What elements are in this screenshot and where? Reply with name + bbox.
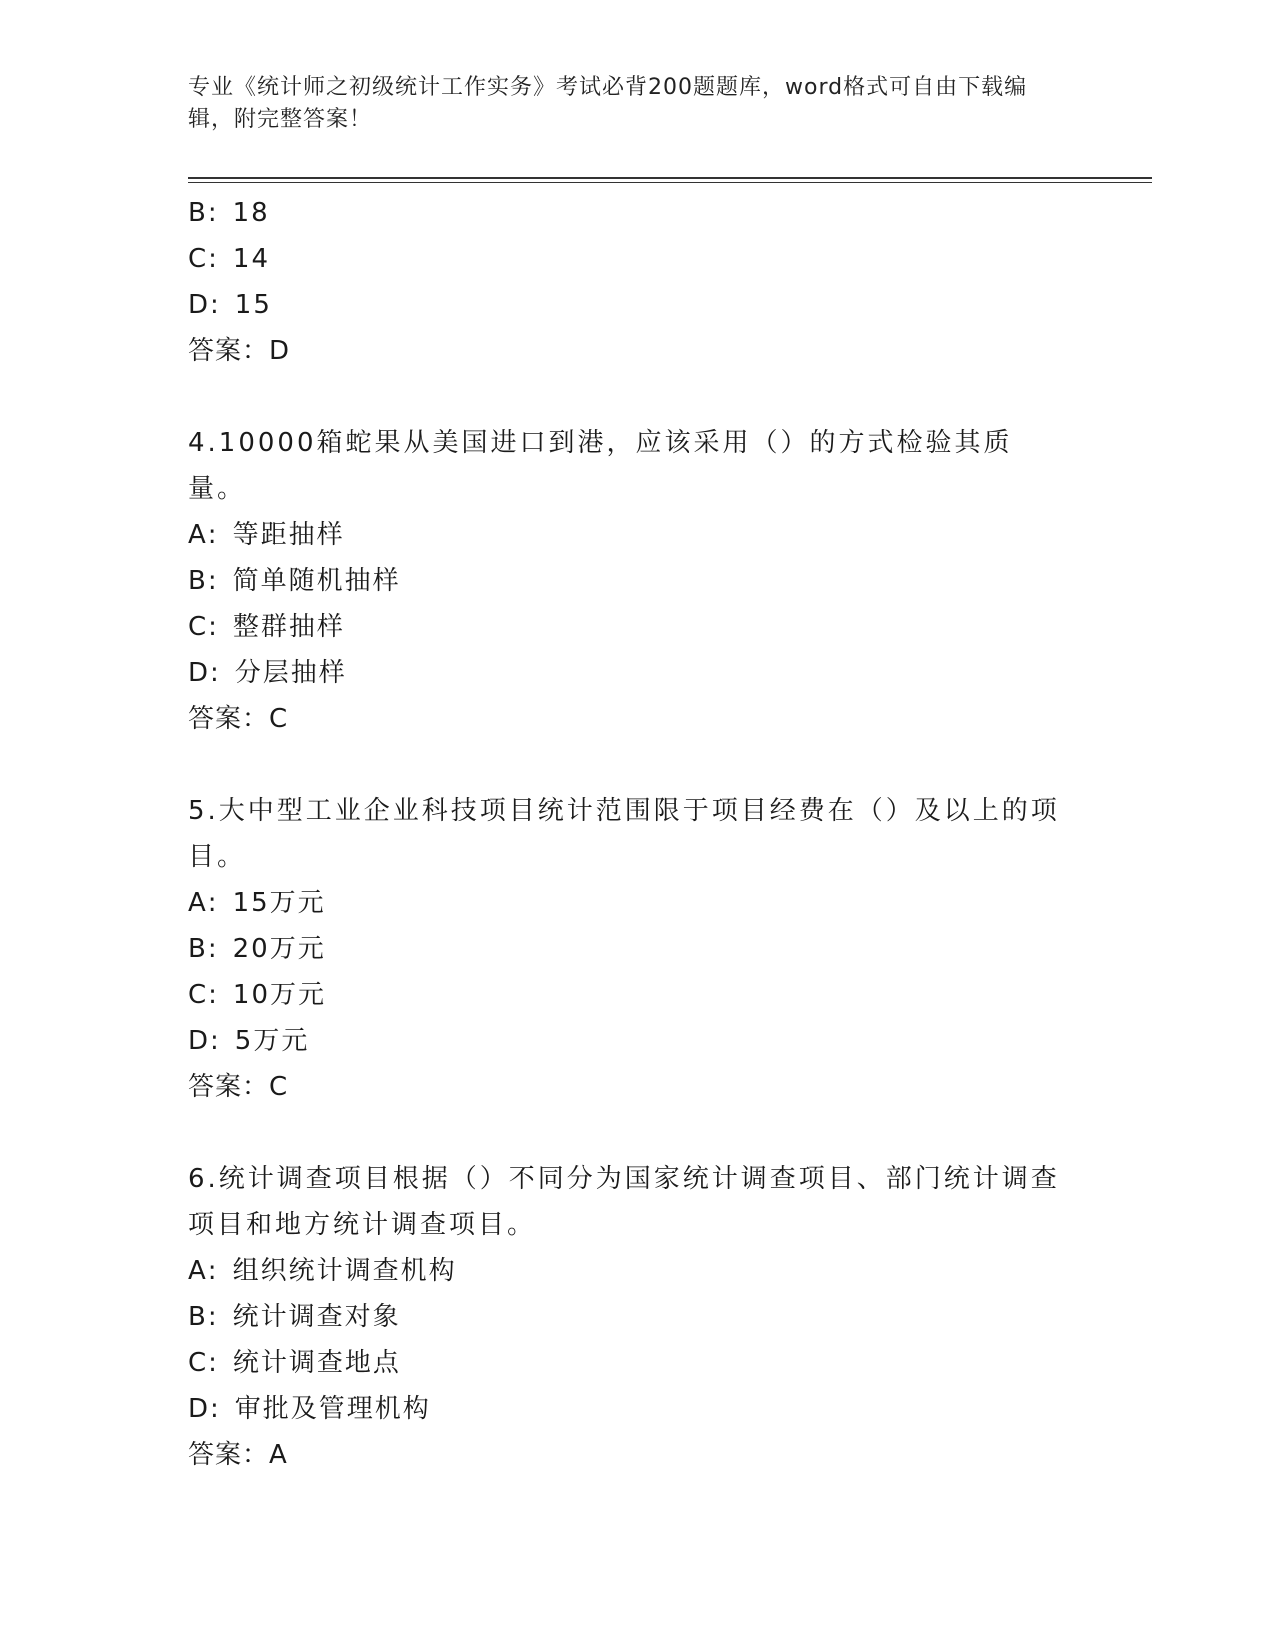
question-block: [188, 1156, 1088, 1478]
option-line: D: 15: [188, 290, 272, 320]
option-line: C: 统计调查地点: [188, 1348, 401, 1378]
header-rule-thick: [188, 177, 1152, 179]
option-line: B: 统计调查对象: [188, 1302, 401, 1332]
question-text: 4.10000箱蛇果从美国进口到港，应该采用（）的方式检验其质量。: [188, 428, 1013, 504]
option-line: D: 审批及管理机构: [188, 1394, 431, 1424]
option-line: D: 分层抽样: [188, 658, 347, 688]
option-line: C: 10万元: [188, 980, 327, 1010]
option-line: A: 组织统计调查机构: [188, 1256, 457, 1286]
option-line: A: 15万元: [188, 888, 326, 918]
header-rule-thin: [188, 182, 1152, 183]
option-line: B: 20万元: [188, 934, 326, 964]
answer-line: 答案：C: [188, 704, 289, 734]
continued-question: [188, 190, 1088, 374]
question-text: 5.大中型工业企业科技项目统计范围限于项目经费在（）及以上的项目。: [188, 796, 1060, 872]
question-block: [188, 420, 1088, 742]
question-list: [188, 190, 1088, 1524]
option-line: A: 等距抽样: [188, 520, 345, 550]
answer-line: 答案：A: [188, 1440, 288, 1470]
question-text: 6.统计调查项目根据（）不同分为国家统计调查项目、部门统计调查项目和地方统计调查项目。: [188, 1164, 1060, 1240]
option-line: D: 5万元: [188, 1026, 310, 1056]
question-block: [188, 788, 1088, 1110]
option-line: C: 整群抽样: [188, 612, 345, 642]
option-line: B: 简单随机抽样: [188, 566, 401, 596]
option-line: B: 18: [188, 198, 270, 228]
answer-line: 答案：C: [188, 1072, 289, 1102]
answer-line: 答案：D: [188, 336, 291, 366]
option-line: C: 14: [188, 244, 271, 274]
document-header: 专业《统计师之初级统计工作实务》考试必背200题题库，word格式可自由下载编辑，附完整答案！: [188, 75, 1028, 132]
